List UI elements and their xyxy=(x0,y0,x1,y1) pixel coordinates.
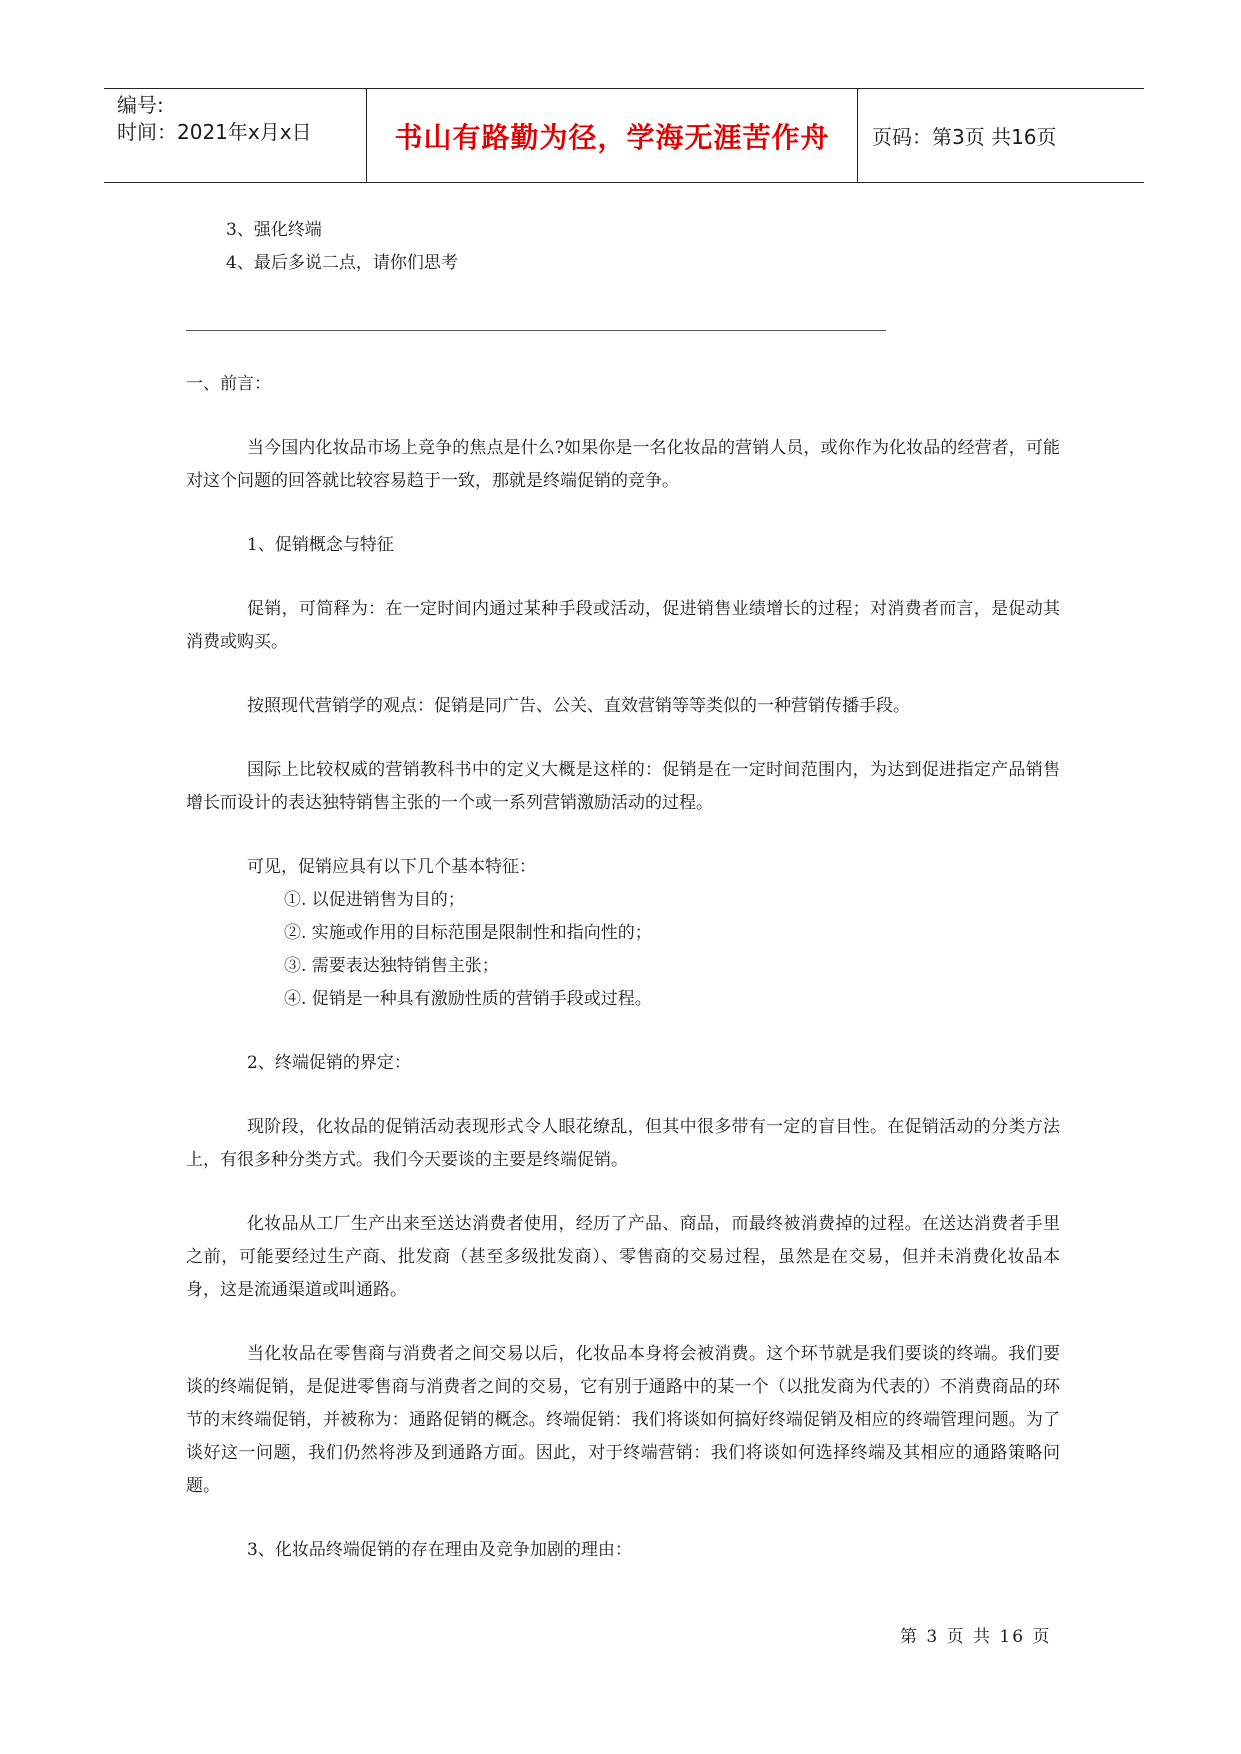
header-table xyxy=(104,88,1144,183)
subsection-title: 3、化妆品终端促销的存在理由及竞争加剧的理由： xyxy=(247,1540,632,1560)
subsection-title: 1、促销概念与特征 xyxy=(247,535,394,555)
toc-item: 3、强化终端 xyxy=(226,220,322,240)
list-item: ②. 实施或作用的目标范围是限制性和指向性的； xyxy=(284,923,652,943)
document-number-label: 编号: xyxy=(117,93,164,117)
definition-paragraph: 促销，可简释为：在一定时间内通过某种手段或活动，促进销售业绩增长的过程；对消费者而言，是促动其消费或购买。 xyxy=(186,599,1060,652)
subsection-title: 2、终端促销的界定： xyxy=(247,1053,411,1073)
document-body xyxy=(186,368,1060,1598)
list-item: ①. 以促进销售为目的； xyxy=(284,890,465,910)
features-intro: 可见，促销应具有以下几个基本特征： xyxy=(247,857,536,877)
header-meta xyxy=(104,89,367,182)
terminal-paragraph: 当化妆品在零售商与消费者之间交易以后，化妆品本身将会被消费。这个环节就是我们要谈的终端。我们要谈的终端促销，是促进零售商与消费者之间的交易，它有别于通路中的某一个（以批发商为代表的）不消费商品的环节的末终端促销，并被称为：通路促销的概念。终端促销：我们将谈如何搞好终端促销及相应的终端管理问题。为了谈好这一问题，我们仍然将涉及到通路方面。因此，对于终端营销：我们将谈如何选择终端及其相应的通路策略问题。 xyxy=(186,1344,1060,1496)
page-footer: 第 3 页 共 16 页 xyxy=(900,1627,1052,1647)
list-item: ③. 需要表达独特销售主张； xyxy=(284,956,499,976)
list-item: ④. 促销是一种具有激励性质的营销手段或过程。 xyxy=(284,989,652,1009)
features-list xyxy=(186,884,1060,1016)
section-title: 一、前言： xyxy=(186,374,271,394)
section-divider xyxy=(186,330,886,331)
international-definition-paragraph: 国际上比较权威的营销教科书中的定义大概是这样的：促销是在一定时间范围内，为达到促进指定产品销售增长而设计的表达独特销售主张的一个或一系列营销激励活动的过程。 xyxy=(186,760,1060,813)
header-page-info: 页码：第3页 共16页 xyxy=(872,125,1057,149)
modern-view-paragraph: 按照现代营销学的观点：促销是同广告、公关、直效营销等等类似的一种营销传播手段。 xyxy=(247,696,910,716)
toc-item: 4、最后多说二点，请你们思考 xyxy=(226,253,458,273)
stage-paragraph: 现阶段，化妆品的促销活动表现形式令人眼花缭乱，但其中很多带有一定的盲目性。在促销活动的分类方法上，有很多种分类方式。我们今天要谈的主要是终端促销。 xyxy=(186,1117,1060,1170)
document-time: 时间：2021年x月x日 xyxy=(117,120,312,144)
intro-paragraph: 当今国内化妆品市场上竞争的焦点是什么?如果你是一名化妆品的营销人员，或你作为化妆品的经营者，可能对这个问题的回答就比较容易趋于一致，那就是终端促销的竞争。 xyxy=(186,438,1060,491)
header-motto: 书山有路勤为径，学海无涯苦作舟 xyxy=(367,89,858,182)
table-of-contents xyxy=(226,214,458,280)
channel-paragraph: 化妆品从工厂生产出来至送达消费者使用，经历了产品、商品，而最终被消费掉的过程。在送达消费者手里之前，可能要经过生产商、批发商（甚至多级批发商）、零售商的交易过程，虽然是在交易，但并未消费化妆品本身，这是流通渠道或叫通路。 xyxy=(186,1214,1060,1300)
